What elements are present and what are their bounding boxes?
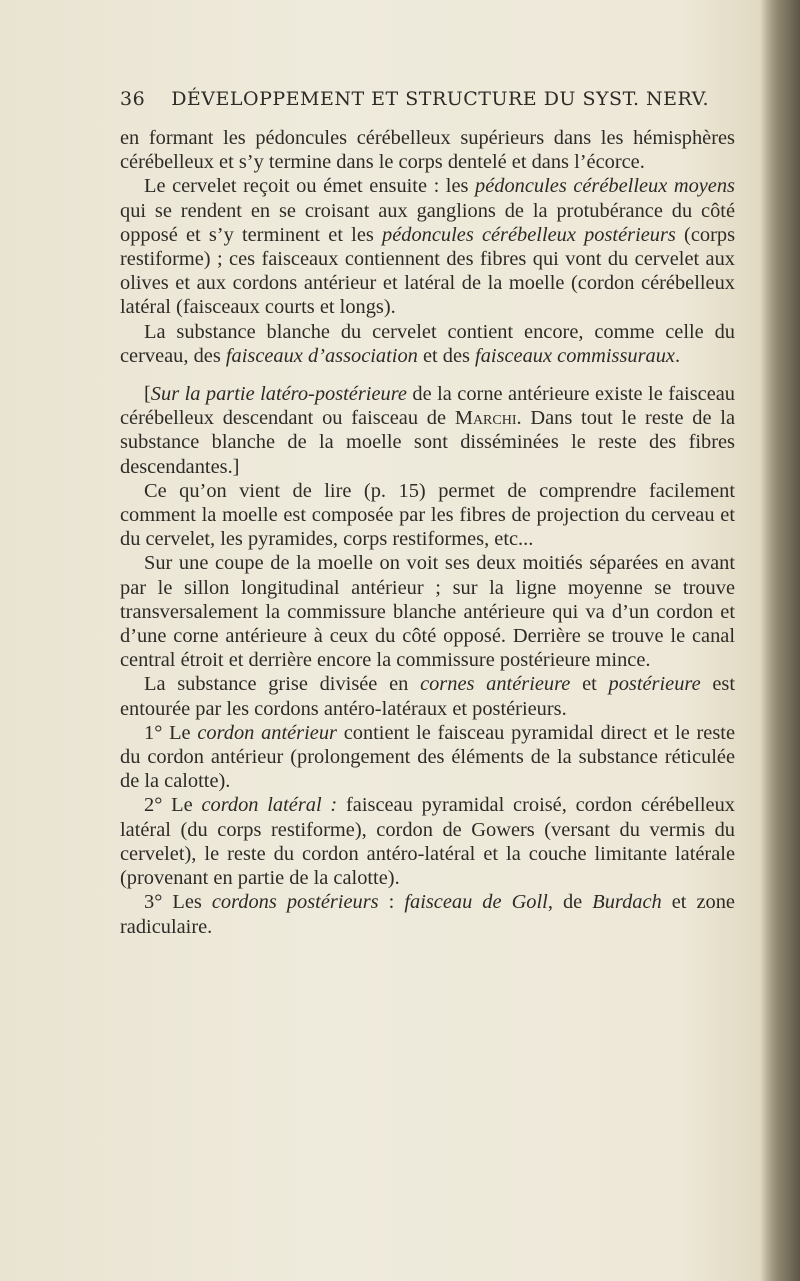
running-head [120,88,710,110]
paragraph [120,890,735,938]
text-segment: Le cervelet reçoit ou émet ensuite : les [144,175,476,198]
italic-text: postérieure [608,673,701,696]
text-segment: , de [547,891,593,914]
text-segment: est entourée par les cordons antéro-latéraux et postérieurs. [120,673,736,720]
text-segment: La substance grise divisée en [144,673,421,696]
paragraph [120,721,735,794]
body-text [120,126,735,939]
paragraph [120,382,735,479]
italic-text: faisceaux commissuraux [475,344,675,367]
text-segment: faisceau pyramidal croisé, cordon cérébelleux latéral (du corps restiforme), cordon de Gowers (versant du vermis du cervelet), le reste du cordon antéro-latéral et la couche limitante latérale (provenant en partie de la calotte). [120,794,735,890]
text-segment: [ [144,383,151,406]
italic-text: pédoncules cérébelleux moyens [475,175,735,198]
paragraph [120,320,735,368]
text-segment: . Dans tout le reste de la substance blanche de la moelle sont disséminées le reste des fibres descendantes.] [120,407,736,478]
running-title: DÉVELOPPEMENT ET STRUCTURE DU SYST. NERV. [171,88,710,110]
page-number: 36 [120,88,146,110]
italic-text: cornes antérieure [420,673,571,696]
text-segment: : [378,891,405,914]
text-segment: 3° Les [144,891,212,914]
text-segment: qui se rendent en se croisant aux ganglions de la protubérance du côté opposé et s’y terminent et les [120,199,735,246]
text-segment: Ce qu’on vient de lire (p. 15) permet de comprendre facilement comment la moelle est composée par les fibres de projection du cerveau et du cervelet, les pyramides, corps restiformes, etc... [120,479,735,551]
italic-text: pédoncules cérébelleux postérieurs [382,223,676,246]
italic-text: Sur la partie latéro-postérieure [150,383,407,406]
italic-text: faisceaux d’association [225,344,418,367]
text-segment: Sur une coupe de la moelle on voit ses deux moitiés séparées en avant par le sillon longitudinal antérieur ; sur la ligne moyenne se trouve transversalement la commissure blanche antérieure qui va d’un cordon et d’une corne antérieure à ceux du côté opposé. Derrière se trouve le canal central étroit et derrière encore la commissure postérieure mince. [120,552,735,672]
text-segment: de la corne antérieure existe le faisceau cérébelleux descendant ou faisceau de [120,383,735,430]
italic-text: cordon antérieur [197,721,337,744]
text-segment: Marchi [454,407,517,430]
paragraph [120,793,735,890]
paragraph [120,174,735,319]
text-segment: et [570,673,609,696]
text-segment: contient le faisceau pyramidal direct et le reste du cordon antérieur (prolongement des éléments de la substance réticulée de la calotte). [120,721,735,793]
italic-text: Burdach [592,891,662,914]
paragraph [120,551,735,672]
text-segment: 2° Le [144,794,202,817]
paragraph [120,479,735,552]
italic-text: faisceau de Goll [404,891,548,914]
paragraph [120,672,735,720]
text-segment: 1° Le [144,721,198,744]
book-spine-shadow [760,0,800,1281]
text-segment: et zone radiculaire. [120,891,735,938]
text-segment: . [674,344,681,367]
paragraph [120,126,735,174]
text-segment: (corps restiforme) ; ces faisceaux contiennent des fibres qui vont du cervelet aux olives et aux cordons antérieur et latéral de la moelle (cordon cérébelleux latéral (faisceaux courts et longs). [120,223,736,319]
text-segment: en formant les pédoncules cérébelleux supérieurs dans les hémisphères cérébelleux et s’y termine dans le corps dentelé et dans l’écorce. [120,127,735,174]
italic-text: cordon latéral : [201,794,338,817]
text-segment: La substance blanche du cervelet contient encore, comme celle du cerveau, des [120,320,735,367]
text-segment: et des [417,344,476,367]
italic-text: cordons postérieurs [211,891,379,914]
